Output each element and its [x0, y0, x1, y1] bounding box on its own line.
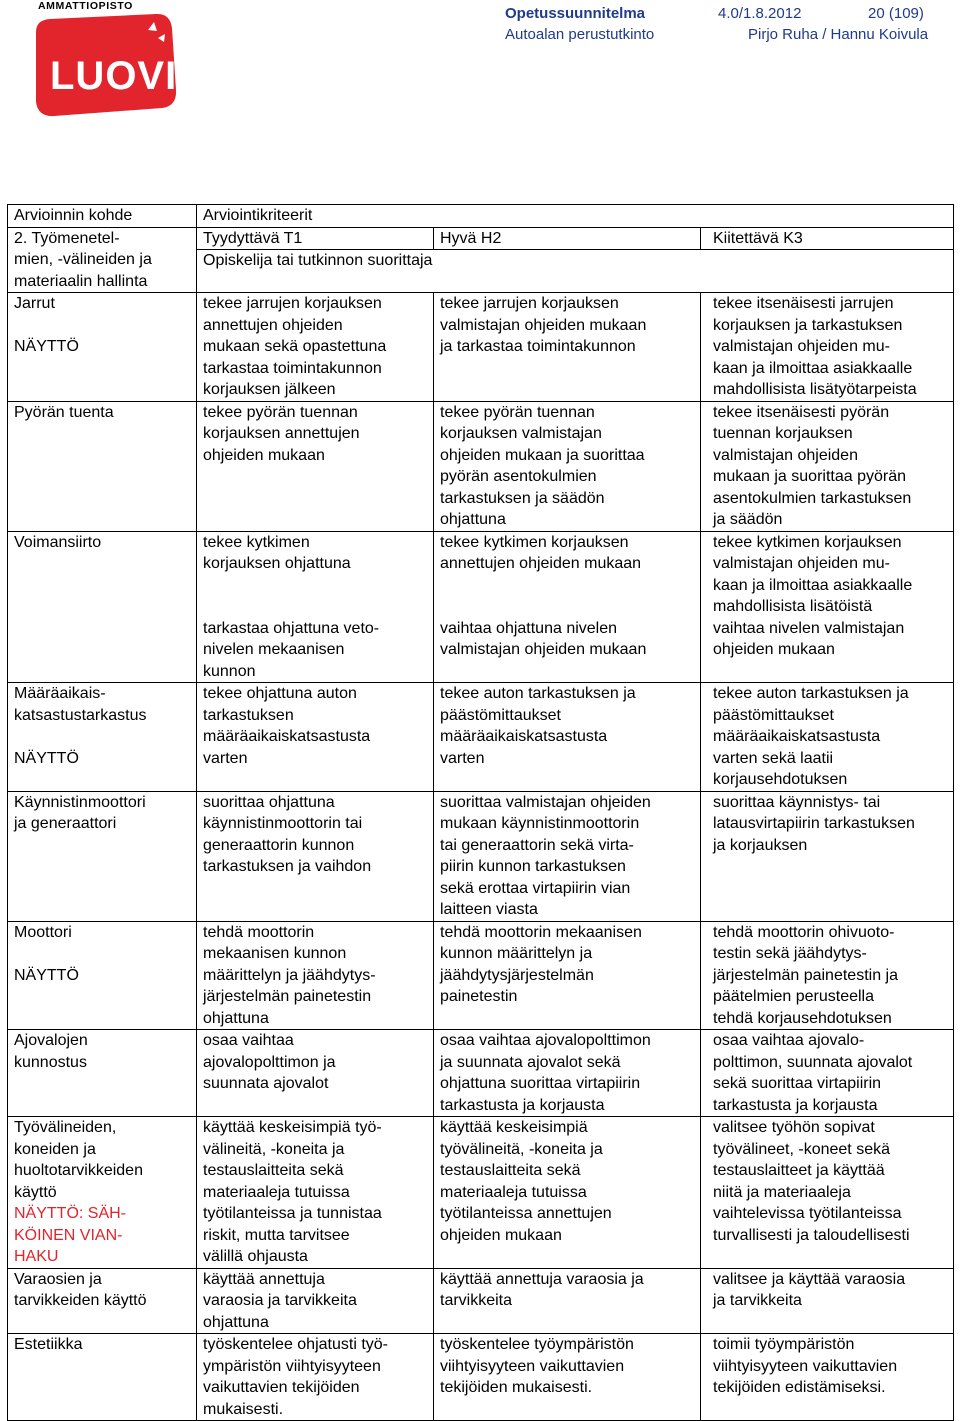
assessment-target-cell	[8, 683, 197, 792]
criteria-line: päästömittaukset	[440, 706, 561, 724]
criteria-line: tai generaattorin sekä virta-	[440, 836, 634, 854]
target-line: Työvälineiden,	[14, 1119, 117, 1136]
criteria-line: sekä suorittaa virtapiirin	[713, 1075, 882, 1092]
criteria-line: kaan ja ilmoittaa asiakkaalle	[713, 576, 913, 594]
target-line: katsastustarkastus	[14, 706, 147, 724]
grade-t1-header: Tyydyttävä T1	[197, 227, 434, 250]
assessment-target-header: Arvioinnin kohde	[8, 205, 197, 228]
criteria-line: annettujen ohjeiden	[203, 316, 343, 334]
criteria-line: varten	[203, 749, 248, 767]
criteria-line: varten	[440, 749, 485, 767]
criteria-line: tekijöiden mukaisesti.	[440, 1379, 593, 1396]
grade-h2-header: Hyvä H2	[434, 227, 701, 250]
criteria-line: sekä erottaa virtapiirin vian	[440, 879, 631, 897]
topic-line: 2. Työmenetel-	[14, 229, 120, 247]
criteria-line: tehdä korjausehdotuksen	[713, 1009, 892, 1027]
criteria-line: tarkastuksen ja säädön	[440, 489, 605, 507]
criteria-line: niitä ja materiaaleja	[713, 1183, 851, 1201]
page-number: 20 (109)	[868, 5, 924, 22]
criteria-line	[203, 575, 429, 597]
criteria-line	[203, 596, 429, 618]
grade-k3-cell	[701, 791, 954, 921]
grade-k3-header: Kiitettävä K3	[701, 227, 954, 250]
grade-k3-cell	[701, 531, 954, 683]
criteria-line: mukaan sekä opastettuna	[203, 338, 387, 355]
criteria-line: määräaikaiskatsastusta	[440, 728, 608, 745]
criteria-line: painetestin	[440, 988, 518, 1005]
target-line: NÄYTTÖ	[14, 966, 79, 984]
criteria-line: korjauksen ohjattuna	[203, 555, 351, 572]
criteria-line: materiaaleja tutuissa	[203, 1183, 350, 1201]
criteria-line: valmistajan ohjeiden mu-	[713, 555, 890, 572]
criteria-line: tehdä moottorin	[203, 923, 315, 941]
criteria-line: varaosia ja tarvikkeita	[203, 1292, 357, 1309]
grade-k3-cell	[701, 683, 954, 792]
criteria-line: määräaikaiskatsastusta	[203, 728, 371, 745]
criteria-line: tekee itsenäisesti jarrujen	[713, 295, 894, 312]
criteria-line: valitsee työhön sopivat	[713, 1119, 875, 1136]
target-line: ja generaattori	[14, 815, 117, 832]
grade-k3-cell	[701, 293, 954, 402]
criteria-line: mukaisesti.	[203, 1400, 284, 1418]
criteria-line	[440, 596, 696, 618]
criteria-line: korjausehdotuksen	[713, 771, 848, 788]
criteria-line: nivelen mekaanisen	[203, 641, 345, 658]
criteria-line: pyörän asentokulmien	[440, 468, 597, 485]
criteria-line: osaa vaihtaa ajovalo-	[713, 1032, 865, 1049]
grade-h2-cell	[434, 531, 701, 683]
grade-t1-cell	[197, 683, 434, 792]
criteria-line: tarvikkeita	[440, 1292, 513, 1309]
criteria-line: korjauksen jälkeen	[203, 381, 336, 398]
topic-line: materiaalin hallinta	[14, 272, 148, 290]
grade-t1-cell	[197, 401, 434, 531]
grade-k3-cell	[701, 1117, 954, 1269]
criteria-line: tarkastusta ja korjausta	[440, 1096, 605, 1114]
criteria-line: tehdä moottorin ohivuoto-	[713, 923, 895, 941]
grade-h2-cell	[434, 683, 701, 792]
criteria-line: tekee pyörän tuennan	[440, 403, 595, 421]
criteria-line: työskentelee ohjatusti työ-	[203, 1336, 388, 1353]
target-line: Estetiikka	[14, 1336, 83, 1353]
criteria-line: työtilanteissa ja tunnistaa	[203, 1205, 382, 1222]
criteria-line: laitteen viasta	[440, 901, 538, 918]
luovi-logo	[30, 0, 180, 118]
criteria-line: käyttää keskeisimpiä työ-	[203, 1119, 382, 1136]
assessment-target-cell	[8, 531, 197, 683]
criteria-line: tekee auton tarkastuksen ja	[713, 685, 909, 702]
criteria-line: määrittelyn ja jäähdytys-	[203, 966, 376, 984]
criteria-line: piirin kunnon tarkastuksen	[440, 858, 626, 875]
criteria-line: tekee pyörän tuennan	[203, 403, 358, 421]
assessment-criteria-header: Arviointikriteerit	[197, 205, 954, 228]
criteria-line: turvallisesti ja taloudellisesti	[713, 1226, 910, 1244]
criteria-line: vaihtaa ohjattuna nivelen	[440, 619, 618, 637]
criteria-line: valmistajan ohjeiden mukaan	[440, 641, 647, 658]
grade-k3-cell	[701, 1268, 954, 1334]
grade-t1-cell	[197, 1030, 434, 1117]
target-line	[14, 943, 192, 965]
criteria-line: ohjattuna suorittaa virtapiirin	[440, 1075, 641, 1092]
criteria-line: latausvirtapiirin tarkastuksen	[713, 815, 915, 832]
criteria-line: järjestelmän painetestin ja	[713, 966, 898, 984]
assessment-criteria-table	[7, 204, 954, 1421]
criteria-row	[8, 1268, 954, 1334]
criteria-row	[8, 791, 954, 921]
grade-t1-cell	[197, 1268, 434, 1334]
criteria-line: ohjattuna	[203, 1009, 269, 1027]
demonstration-note: KÖINEN VIAN-	[14, 1226, 123, 1244]
criteria-line: valmistajan ohjeiden mukaan	[440, 316, 647, 334]
criteria-line: käynnistinmoottorin tai	[203, 815, 363, 832]
criteria-line: korjauksen valmistajan	[440, 425, 602, 442]
criteria-line: suorittaa valmistajan ohjeiden	[440, 793, 651, 811]
grade-h2-cell	[434, 401, 701, 531]
criteria-line: osaa vaihtaa	[203, 1032, 294, 1049]
criteria-line: mukaan ja suorittaa pyörän	[713, 468, 906, 485]
criteria-line: polttimon, suunnata ajovalot	[713, 1053, 913, 1071]
criteria-line: ohjeiden mukaan	[203, 446, 325, 464]
criteria-row	[8, 921, 954, 1030]
criteria-line: ohjattuna	[203, 1313, 269, 1331]
criteria-line: tekee kytkimen	[203, 533, 310, 551]
criteria-line: ohjeiden mukaan ja suorittaa	[440, 446, 645, 464]
grade-k3-cell	[701, 401, 954, 531]
grade-t1-cell	[197, 921, 434, 1030]
criteria-line: materiaaleja tutuissa	[440, 1183, 587, 1201]
target-line	[14, 726, 192, 748]
criteria-line: tekee kytkimen korjauksen	[713, 533, 902, 551]
grade-t1-cell	[197, 1117, 434, 1269]
criteria-line: ympäristön viihtyisyyteen	[203, 1357, 381, 1375]
grade-h2-cell	[434, 1117, 701, 1269]
criteria-line: käyttää annettuja varaosia ja	[440, 1270, 644, 1288]
criteria-row	[8, 293, 954, 402]
grade-t1-cell	[197, 531, 434, 683]
assessment-target-cell	[8, 791, 197, 921]
criteria-line: tekee kytkimen korjauksen	[440, 533, 629, 551]
luovi-logo-mark	[30, 10, 180, 118]
demonstration-note: HAKU	[14, 1248, 59, 1265]
document-version: 4.0/1.8.2012	[718, 5, 802, 22]
criteria-line: päätelmien perusteella	[713, 988, 874, 1005]
criteria-line: työvälineitä, -koneita ja	[440, 1140, 603, 1158]
subject-cell: Opiskelija tai tutkinnon suorittaja	[197, 250, 954, 293]
assessment-target-cell	[8, 401, 197, 531]
criteria-line: tekee auton tarkastuksen ja	[440, 685, 636, 702]
criteria-line	[440, 575, 696, 597]
criteria-line: vaihtelevissa työtilanteissa	[713, 1205, 902, 1222]
criteria-line: vaihtaa nivelen valmistajan	[713, 619, 905, 637]
grade-h2-cell	[434, 1030, 701, 1117]
criteria-row	[8, 1117, 954, 1269]
criteria-line: vaikuttavien tekijöiden	[203, 1379, 360, 1396]
target-line: NÄYTTÖ	[14, 749, 79, 767]
criteria-line: asentokulmien tarkastuksen	[713, 489, 912, 507]
grade-t1-cell	[197, 293, 434, 402]
criteria-line: annettujen ohjeiden mukaan	[440, 555, 642, 572]
target-line	[14, 315, 192, 337]
target-line: Ajovalojen	[14, 1032, 88, 1049]
assessment-target-cell	[8, 1030, 197, 1117]
criteria-line: valitsee ja käyttää varaosia	[713, 1270, 906, 1288]
criteria-line: suorittaa ohjattuna	[203, 793, 335, 811]
logo-top-text: AMMATTIOPISTO	[38, 0, 133, 12]
criteria-line: viihtyisyyteen vaikuttavien	[440, 1357, 625, 1375]
criteria-line: välineitä, -koneita ja	[203, 1140, 345, 1158]
criteria-line: testauslaitteita sekä	[203, 1162, 344, 1179]
criteria-line: mahdollisista lisätöistä	[713, 598, 873, 615]
header-row-2	[8, 227, 954, 250]
criteria-row	[8, 531, 954, 683]
criteria-line: tekee ohjattuna auton	[203, 685, 357, 702]
target-line: käyttö	[14, 1183, 57, 1201]
criteria-line: kunnon määrittelyn ja	[440, 945, 593, 962]
document-subtitle: Autoalan perustutkinto	[505, 26, 655, 43]
criteria-line: työtilanteissa annettujen	[440, 1205, 612, 1222]
criteria-line: määräaikaiskatsastusta	[713, 728, 881, 745]
criteria-line: tekee itsenäisesti pyörän	[713, 403, 890, 421]
criteria-line: ja suunnata ajovalot sekä	[440, 1053, 621, 1071]
criteria-line: mahdollisista lisätyötarpeista	[713, 381, 917, 398]
target-line: Pyörän tuenta	[14, 403, 114, 421]
criteria-line: tarkastuksen ja vaihdon	[203, 858, 372, 875]
criteria-line: riskit, mutta tarvitsee	[203, 1226, 350, 1244]
criteria-line: tuennan korjauksen	[713, 425, 853, 442]
target-line: Varaosien ja	[14, 1270, 102, 1288]
svg-text:LUOVI: LUOVI	[50, 54, 178, 98]
criteria-line: testin sekä jäähdytys-	[713, 945, 867, 962]
criteria-line: ohjattuna	[440, 511, 506, 528]
grade-t1-cell	[197, 1334, 434, 1421]
grade-h2-cell	[434, 293, 701, 402]
grade-k3-cell	[701, 1030, 954, 1117]
target-line: Moottori	[14, 923, 72, 941]
criteria-row	[8, 683, 954, 792]
demonstration-note: NÄYTTÖ: SÄH-	[14, 1205, 127, 1222]
criteria-line: viihtyisyyteen vaikuttavien	[713, 1357, 898, 1375]
criteria-line: mekaanisen kunnon	[203, 945, 347, 962]
criteria-line: tekee jarrujen korjauksen	[440, 295, 619, 312]
criteria-line: testauslaitteita sekä	[440, 1162, 581, 1179]
criteria-row	[8, 401, 954, 531]
criteria-line: tarkastaa ohjattuna veto-	[203, 619, 380, 637]
criteria-line: työskentelee työympäristön	[440, 1336, 634, 1353]
criteria-line: ajovalopolttimon ja	[203, 1053, 336, 1071]
criteria-line: työvälineet, -koneet sekä	[713, 1140, 890, 1158]
grade-h2-cell	[434, 921, 701, 1030]
target-line: kunnostus	[14, 1053, 87, 1071]
target-line: huoltotarvikkeiden	[14, 1162, 143, 1179]
criteria-line: tarkastusta ja korjausta	[713, 1096, 878, 1114]
assessment-target-cell	[8, 921, 197, 1030]
criteria-line: käyttää keskeisimpiä	[440, 1119, 588, 1136]
criteria-line: tehdä moottorin mekaanisen	[440, 923, 642, 941]
criteria-line: valmistajan ohjeiden	[713, 446, 858, 464]
assessment-target-cell	[8, 1117, 197, 1269]
criteria-row	[8, 1030, 954, 1117]
criteria-line: tekee jarrujen korjauksen	[203, 295, 382, 312]
criteria-line: kunnon	[203, 662, 256, 680]
target-line: NÄYTTÖ	[14, 338, 79, 355]
assessment-target-cell	[8, 1268, 197, 1334]
criteria-line: jäähdytysjärjestelmän	[440, 966, 594, 984]
grade-k3-cell	[701, 1334, 954, 1421]
criteria-line: korjauksen ja tarkastuksen	[713, 316, 903, 334]
assessment-target-cell	[8, 293, 197, 402]
criteria-line: suorittaa käynnistys- tai	[713, 793, 881, 811]
grade-h2-cell	[434, 1268, 701, 1334]
document-title: Opetussuunnitelma	[505, 5, 646, 22]
target-line: Voimansiirto	[14, 533, 102, 551]
criteria-line: korjauksen annettujen	[203, 425, 360, 442]
criteria-line: kaan ja ilmoittaa asiakkaalle	[713, 359, 913, 377]
target-line: Jarrut	[14, 295, 55, 312]
criteria-line: ja tarvikkeita	[713, 1292, 802, 1309]
target-line: koneiden ja	[14, 1140, 96, 1158]
criteria-line: järjestelmän painetestin	[203, 988, 372, 1005]
criteria-line: tarkastaa toimintakunnon	[203, 359, 382, 377]
criteria-line: mukaan käynnistinmoottorin	[440, 815, 640, 832]
criteria-line: valmistajan ohjeiden mu-	[713, 338, 890, 355]
criteria-line: käyttää annettuja	[203, 1270, 325, 1288]
criteria-line: päästömittaukset	[713, 706, 834, 724]
criteria-line: ja tarkastaa toimintakunnon	[440, 338, 636, 355]
criteria-line: ohjeiden mukaan	[440, 1226, 562, 1244]
criteria-line: tekijöiden edistämiseksi.	[713, 1379, 886, 1396]
criteria-line: varten sekä laatii	[713, 749, 834, 767]
target-line: tarvikkeiden käyttö	[14, 1292, 147, 1309]
criteria-line: generaattorin kunnon	[203, 836, 355, 854]
grade-t1-cell	[197, 791, 434, 921]
grade-h2-cell	[434, 1334, 701, 1421]
criteria-line: toimii työympäristön	[713, 1336, 855, 1353]
criteria-line: tarkastuksen	[203, 706, 294, 724]
grade-k3-cell	[701, 921, 954, 1030]
criteria-line: osaa vaihtaa ajovalopolttimon	[440, 1032, 651, 1049]
criteria-line: testauslaitteet ja käyttää	[713, 1162, 885, 1179]
topic-line: mien, -välineiden ja	[14, 251, 152, 268]
assessment-target-cell	[8, 1334, 197, 1421]
criteria-line: ja säädön	[713, 511, 783, 528]
header-row-1	[8, 205, 954, 228]
criteria-line: välillä ohjausta	[203, 1248, 308, 1265]
target-line: Määräaikais-	[14, 685, 106, 702]
target-line: Käynnistinmoottori	[14, 793, 146, 811]
document-authors: Pirjo Ruha / Hannu Koivula	[748, 26, 929, 43]
criteria-line: suunnata ajovalot	[203, 1075, 329, 1092]
grade-h2-cell	[434, 791, 701, 921]
criteria-row	[8, 1334, 954, 1421]
criteria-line: ja korjauksen	[713, 836, 808, 854]
topic-cell	[8, 227, 197, 293]
criteria-line: ohjeiden mukaan	[713, 641, 835, 658]
